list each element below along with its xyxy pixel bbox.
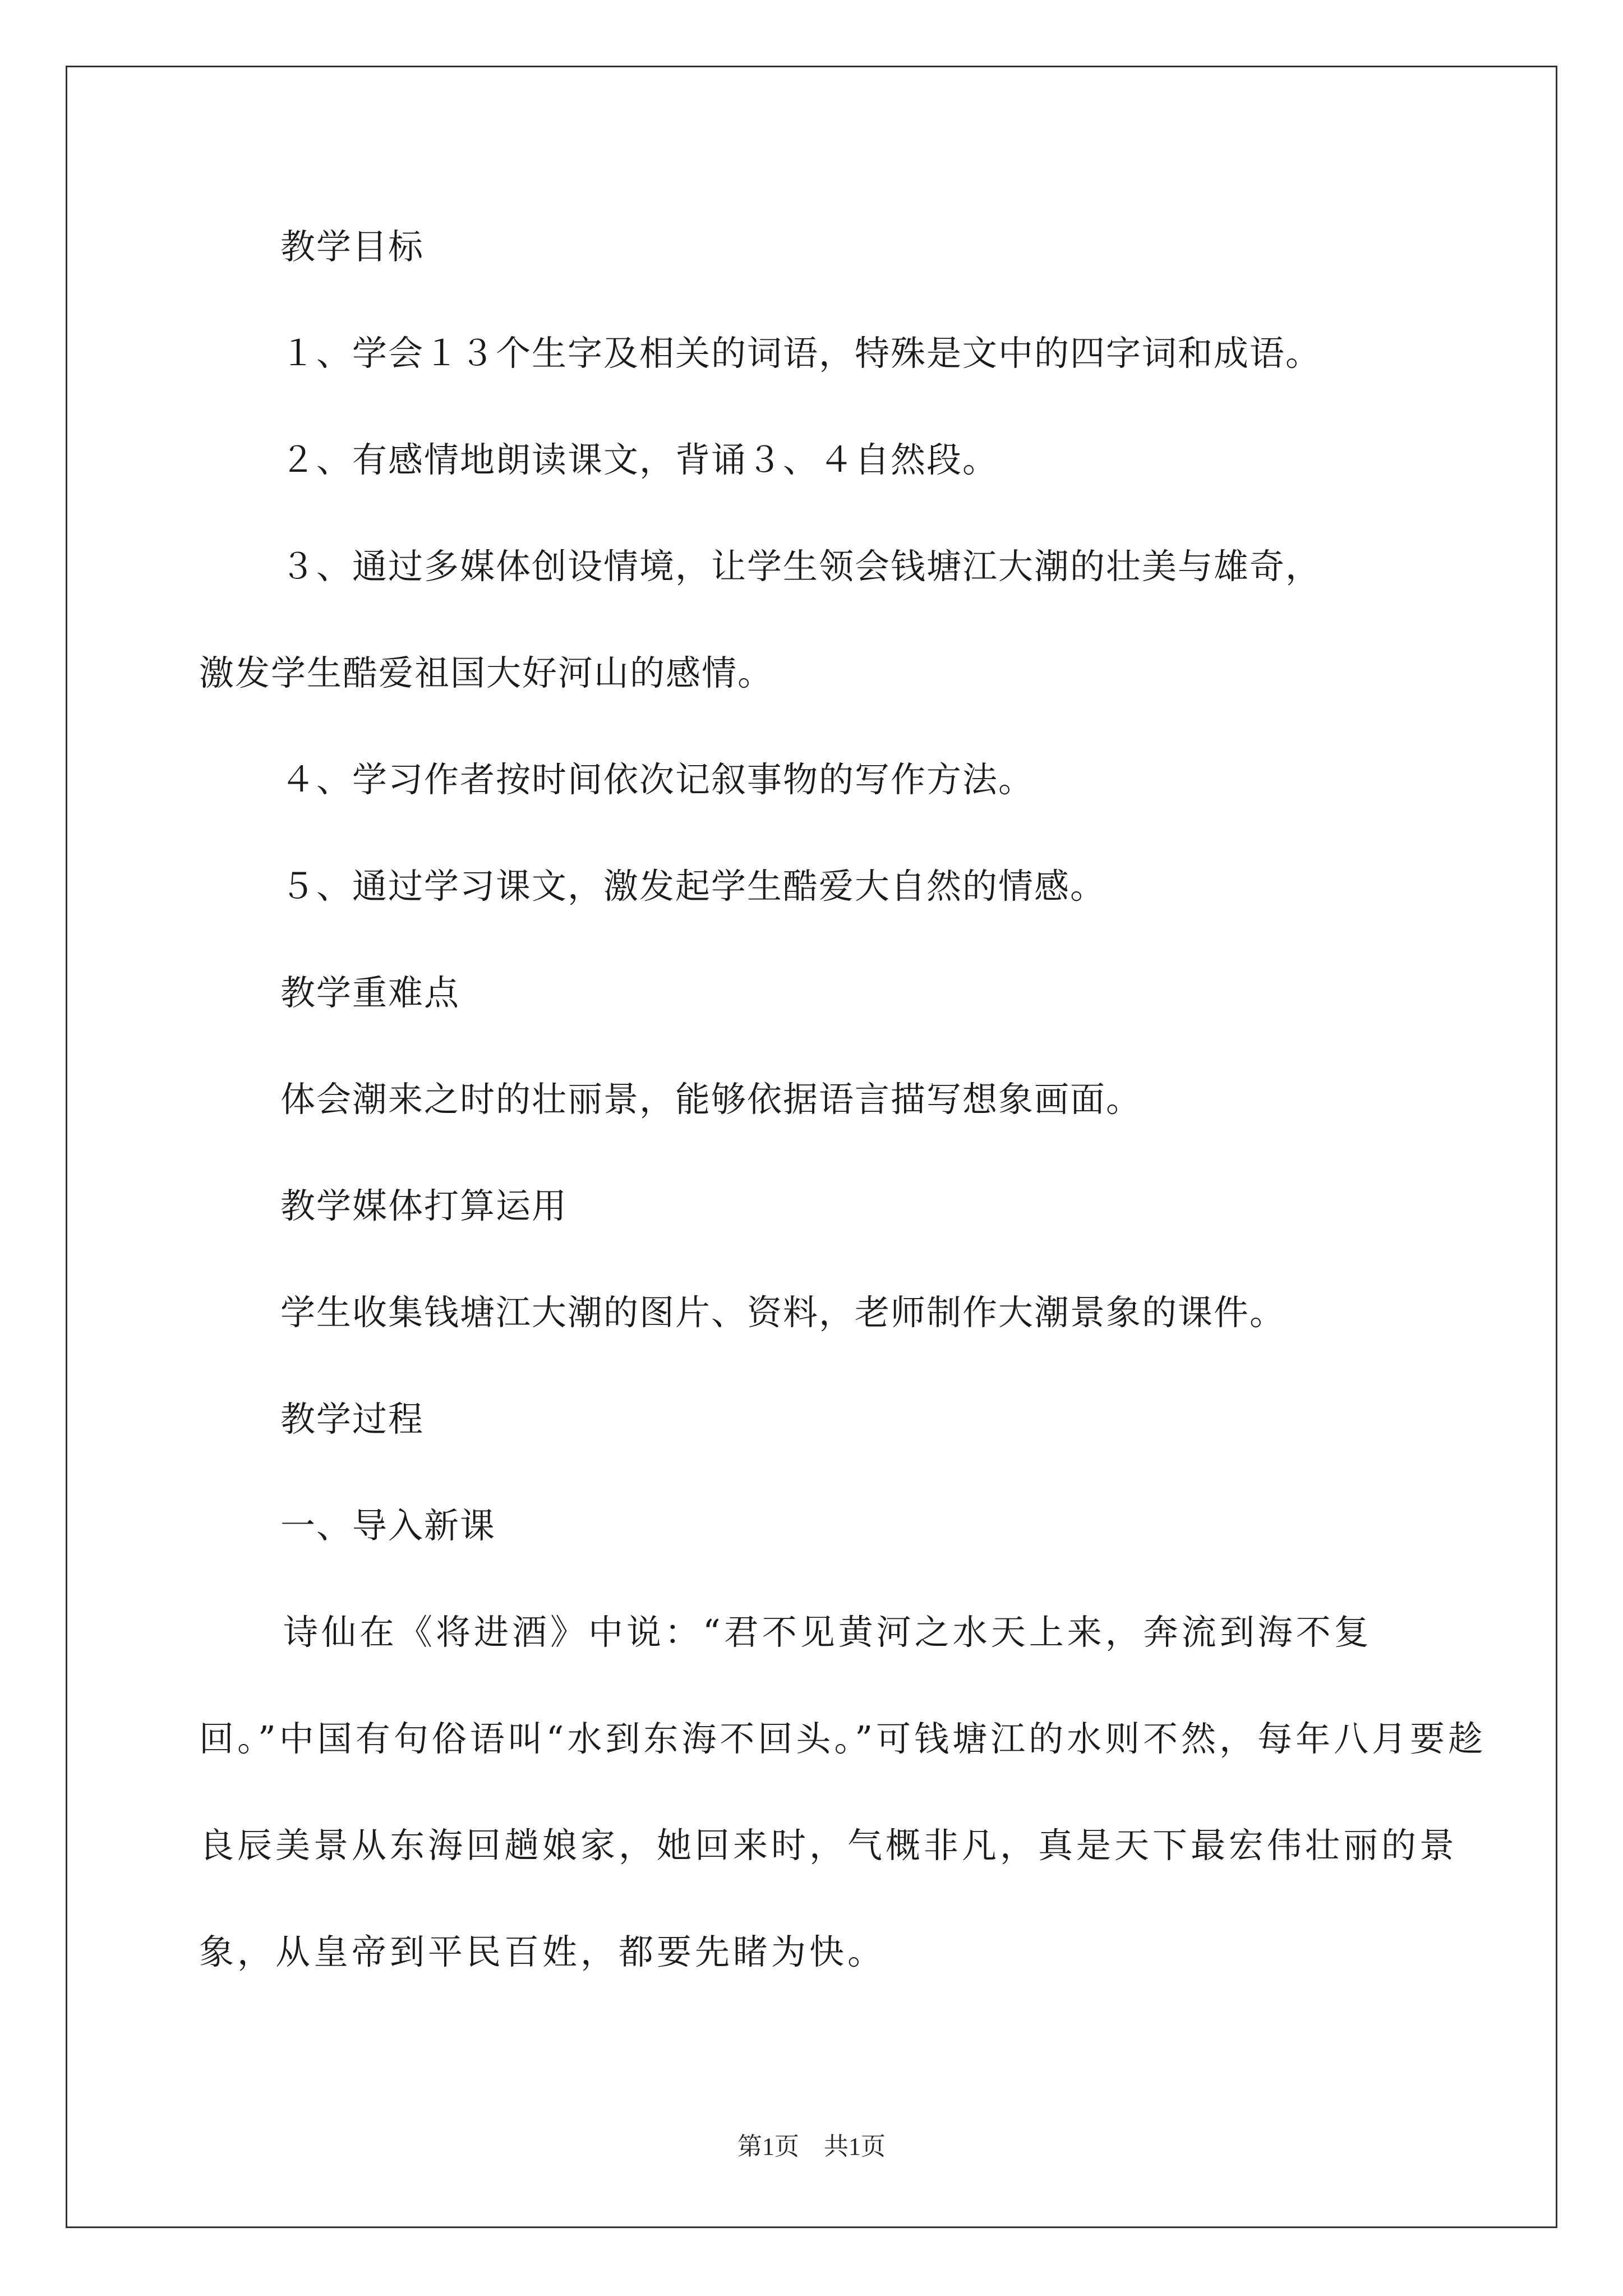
heading-teaching-process: 教学过程: [280, 1398, 425, 1439]
key-difficulties-text: 体会潮来之时的壮丽景，能够依据语言描写想象画面。: [280, 1079, 1142, 1120]
media-usage-text: 学生收集钱塘江大潮的图片、资料，老师制作大潮景象的课件。: [280, 1292, 1286, 1333]
heading-media-usage: 教学媒体打算运用: [280, 1185, 568, 1226]
goal-item-1: １、学会１３个生字及相关的词语，特殊是文中的四字词和成语。: [280, 333, 1322, 374]
goal-item-4: ４、学习作者按时间依次记叙事物的写作方法。: [280, 759, 1035, 800]
heading-key-difficulties: 教学重难点: [280, 972, 460, 1013]
section-introduction: 一、导入新课: [280, 1505, 496, 1546]
goal-item-3-continued: 激发学生酷爱祖国大好河山的感情。: [199, 652, 774, 693]
heading-teaching-goals: 教学目标: [280, 226, 425, 267]
intro-paragraph: 诗仙在《将进酒》中说：“君不见黄河之水天上来，奔流到海不复回。”中国有句俗语叫“水到东海不回头。”可钱塘江的水则不然，每年八月要趁良辰美景从东海回趟娘家，她回来时，气概非凡，真是天下最宏伟壮丽的景象，从皇帝到平民百姓，都要先睹为快。: [199, 1612, 1487, 1972]
goal-item-2: ２、有感情地朗读课文，背诵３、４自然段。: [280, 439, 999, 480]
page-number: 第1页 共1页: [737, 2133, 886, 2160]
goal-item-3: ３、通过多媒体创设情境，让学生领会钱塘江大潮的壮美与雄奇，: [280, 546, 1322, 587]
goal-item-5: ５、通过学习课文，激发起学生酷爱大自然的情感。: [280, 866, 1106, 907]
